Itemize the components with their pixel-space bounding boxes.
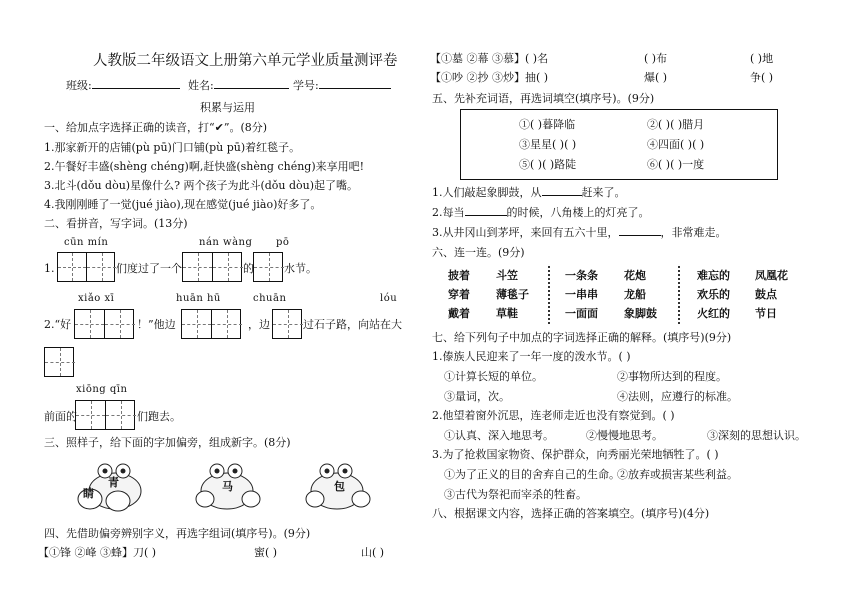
q2-text: 水节。 xyxy=(284,262,317,275)
match-word[interactable]: 鼓点 xyxy=(755,288,777,301)
q5-sentence: 2.每当 的时候，八角楼上的灯亮了。 xyxy=(432,206,650,219)
q7-option: ②放弃或损害某些利益。 xyxy=(617,468,738,481)
match-word[interactable]: 火红的 xyxy=(697,307,730,320)
char-grid[interactable] xyxy=(74,309,134,339)
frog-char: 睛 xyxy=(83,487,94,500)
frog-char: 包 xyxy=(334,480,345,493)
q1-item: 1.那家新开的店铺(pù pū)门口铺(pù pū)着红毯子。 xyxy=(44,141,301,154)
q5-word: ④四面( )( ) xyxy=(647,138,705,151)
q1-heading: 一、给加点字选择正确的读音，打“✔”。(8分) xyxy=(44,121,268,134)
q5-word: ③星星( )( ) xyxy=(519,138,577,151)
match-word[interactable]: 草鞋 xyxy=(496,307,518,320)
name-blank[interactable] xyxy=(214,88,289,89)
q5-sentence: 1.人们敲起象脚鼓，从 赶来了。 xyxy=(432,186,626,199)
char-grid[interactable] xyxy=(272,309,302,339)
q5-sentence: 3.从井冈山到茅坪，来回有五六十里， ，非常难走。 xyxy=(432,226,727,239)
q1-item: 2.午餐好丰盛(shèng chéng)啊,赶快盛(shèng chéng)来享用吧! xyxy=(44,160,365,173)
id-blank[interactable] xyxy=(319,88,391,89)
match-word[interactable]: 薄毯子 xyxy=(496,288,529,301)
q5-word: ⑥( )( )一度 xyxy=(647,158,705,171)
pinyin: xiōng qīn xyxy=(76,384,128,395)
match-word[interactable]: 一条条 xyxy=(565,269,598,282)
q2-text: 们度过了一个 xyxy=(116,262,182,275)
q7-heading: 七、给下列句子中加点的字词选择正确的解释。(填序号)(9分) xyxy=(432,331,732,344)
q2-heading: 二、看拼音，写字词。(13分) xyxy=(44,217,188,230)
q8-heading: 八、根据课文内容，选择正确的答案填空。(填序号)(4分) xyxy=(432,507,710,520)
match-word[interactable]: 欢乐的 xyxy=(697,288,730,301)
page-title: 人教版二年级语文上册第六单元学业质量测评卷 xyxy=(93,53,398,69)
q5-word: ⑤( )( )路陡 xyxy=(519,158,577,171)
q5-heading: 五、先补充词语，再选词填空(填序号)。(9分) xyxy=(432,92,655,105)
divider xyxy=(548,266,550,324)
match-word[interactable]: 难忘的 xyxy=(697,269,730,282)
frog-char: 马 xyxy=(222,480,233,493)
match-word[interactable]: 戴着 xyxy=(448,307,470,320)
q5-word: ①( )暮降临 xyxy=(519,118,576,131)
q5-word-box xyxy=(460,109,778,180)
q1-item: 3.北斗(dǒu dòu)星像什么? 两个孩子为此斗(dǒu dòu)起了嘴。 xyxy=(44,179,359,192)
pinyin: huān hū xyxy=(176,293,221,304)
q7-sentence: 2.他望着窗外沉思，连老师走近也没有察觉到。( ) xyxy=(432,409,675,422)
char-grid[interactable] xyxy=(57,252,115,282)
char-grid[interactable] xyxy=(253,252,283,282)
match-word[interactable]: 一串串 xyxy=(565,288,598,301)
match-word[interactable]: 象脚鼓 xyxy=(624,307,657,320)
char-grid[interactable] xyxy=(75,400,135,430)
q4-row2: ( )布 xyxy=(644,52,668,65)
q4-row2: ( )地 xyxy=(750,52,774,65)
pinyin: cūn mín xyxy=(64,237,109,248)
match-word[interactable]: 节日 xyxy=(755,307,777,320)
q4-row1: 蜜( ) xyxy=(254,546,278,559)
q5-word: ②( )( )腊月 xyxy=(647,118,705,131)
match-word[interactable]: 披着 xyxy=(448,269,470,282)
char-grid[interactable] xyxy=(182,252,242,282)
q7-sentence: 1.傣族人民迎来了一年一度的泼水节。( ) xyxy=(432,350,631,363)
pinyin: xiǎo xī xyxy=(78,293,115,304)
q7-option: ①计算长短的单位。 xyxy=(444,370,543,383)
pinyin: lóu xyxy=(380,293,398,304)
pinyin: chuān xyxy=(253,293,287,304)
q3-heading: 三、照样子，给下面的字加偏旁，组成新字。(8分) xyxy=(44,436,291,449)
match-word[interactable]: 花炮 xyxy=(624,269,646,282)
q4-row3: 【①吵 ②抄 ③炒】抽( ) xyxy=(430,71,549,84)
frog-illustrations xyxy=(75,455,405,515)
match-word[interactable]: 一面面 xyxy=(565,307,598,320)
char-grid[interactable] xyxy=(44,347,74,377)
answer-blank[interactable] xyxy=(619,235,661,236)
q7-sentence: 3.为了抢救国家物资、保护群众，向秀丽光荣地牺牲了。( ) xyxy=(432,448,719,461)
match-word[interactable]: 穿着 xyxy=(448,288,470,301)
match-word[interactable]: 凤凰花 xyxy=(755,269,788,282)
q4-row3: 争( ) xyxy=(750,71,774,84)
q2-text: ，边 xyxy=(248,318,270,331)
frog-char: 青 xyxy=(108,476,119,489)
q2-text: 们跑去。 xyxy=(137,410,181,423)
q7-option: ④法则，应遵行的标准。 xyxy=(617,390,738,403)
q6-heading: 六、连一连。(9分) xyxy=(432,246,525,259)
name-label: 姓名: xyxy=(188,79,289,93)
match-word[interactable]: 龙船 xyxy=(624,288,646,301)
section-subtitle: 积累与运用 xyxy=(200,101,255,114)
q2-text: 2.“好 xyxy=(44,318,72,331)
q4-row3: 爆( ) xyxy=(644,71,668,84)
answer-blank[interactable] xyxy=(542,195,582,196)
q7-option: ③古代为祭祀而宰杀的牲畜。 xyxy=(444,488,587,501)
divider xyxy=(678,266,680,324)
answer-blank[interactable] xyxy=(465,215,507,216)
q4-row2: 【①墓 ②幕 ③慕】( )名 xyxy=(430,52,549,65)
q7-option: ②慢慢地思考。 xyxy=(586,429,663,442)
id-label: 学号: xyxy=(293,79,391,93)
pinyin: pō xyxy=(276,237,290,248)
q4-heading: 四、先借助偏旁辨别字义，再选字组词(填序号)。(9分) xyxy=(44,527,311,540)
q7-option: ②事物所达到的程度。 xyxy=(617,370,727,383)
q2-text: 1. xyxy=(44,262,55,275)
q2-text: ！”他边 xyxy=(137,318,176,331)
char-grid[interactable] xyxy=(181,309,241,339)
q7-option: ③深刻的思想认识。 xyxy=(707,429,806,442)
q2-text: 的 xyxy=(243,262,254,275)
q1-item: 4.我刚刚睡了一觉(jué jiào),现在感觉(jué jiào)好多了。 xyxy=(44,198,322,211)
class-blank[interactable] xyxy=(92,88,180,89)
q4-row1: 【①锋 ②峰 ③蜂】刀( ) xyxy=(38,546,157,559)
q7-option: ①认真、深入地思考。 xyxy=(444,429,554,442)
q7-option: ①为了正义的目的舍弃自己的生命。 xyxy=(444,468,620,481)
q4-row1: 山( ) xyxy=(361,546,385,559)
match-word[interactable]: 斗笠 xyxy=(496,269,518,282)
q2-text: 前面的 xyxy=(44,410,77,423)
pinyin: nán wàng xyxy=(199,237,253,248)
q2-text: 过石子路，向站在大 xyxy=(303,318,402,331)
class-label: 班级: xyxy=(66,79,180,93)
q7-option: ③量词，次。 xyxy=(444,390,510,403)
